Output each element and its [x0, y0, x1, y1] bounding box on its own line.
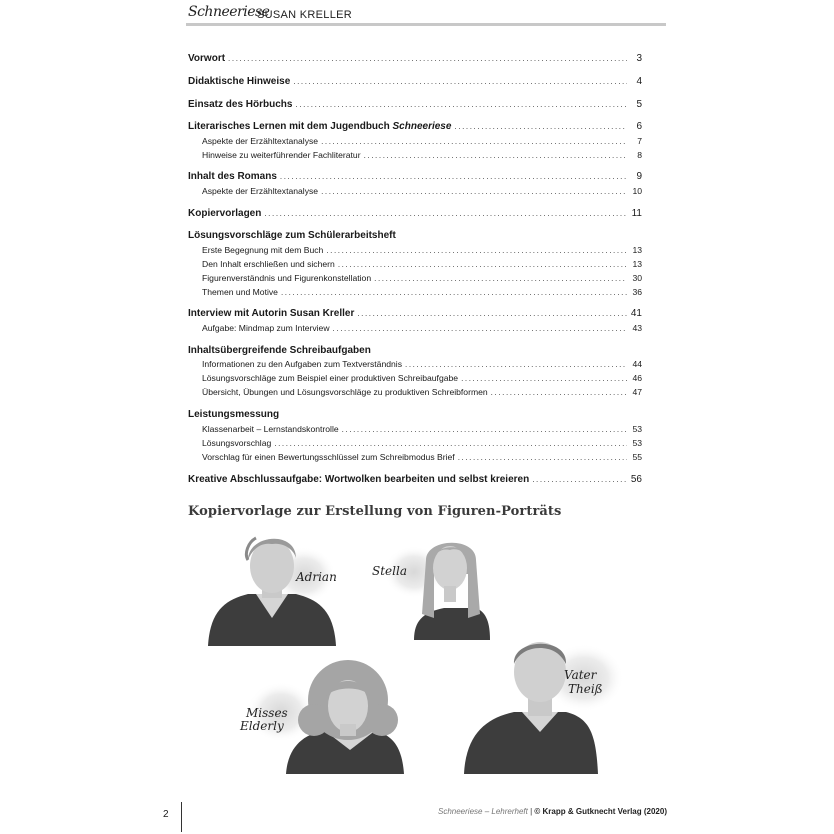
toc-subentry: Lösungsvorschläge zum Beispiel einer produktiven Schreibaufgabe ..... 46 [188, 373, 642, 383]
toc-entry: Kreative Abschlussaufgabe: Wortwolken bearbeiten und selbst kreieren ..... 56 [188, 474, 642, 485]
toc-entry: Interview mit Autorin Susan Kreller ..... 41 [188, 308, 642, 319]
toc-subentry: Den Inhalt erschließen und sichern ..... 13 [188, 259, 642, 269]
figure-portraits [186, 520, 646, 790]
footer-divider [181, 802, 182, 832]
stella-portrait [384, 543, 490, 640]
label-vater: Vater [564, 668, 597, 682]
author-name: SUSAN KRELLER [257, 9, 352, 21]
header-rule [186, 23, 666, 26]
label-elderly: Elderly [240, 719, 284, 733]
toc-heading: Leistungsmessung [188, 409, 280, 420]
toc-subentry: Hinweise zu weiterführender Fachliteratur ..... 8 [188, 150, 642, 160]
page-number: 2 [163, 809, 169, 820]
toc-subentry: Aspekte der Erzähltextanalyse ..... 10 [188, 186, 642, 196]
label-misses: Misses [246, 706, 288, 720]
toc-entry: Kopiervorlagen ..... 11 [188, 208, 642, 219]
toc-subentry: Themen und Motive ..... 36 [188, 287, 642, 297]
toc-entry: Einsatz des Hörbuchs ..... 5 [188, 99, 642, 110]
toc-entry: Vorwort ..... 3 [188, 53, 642, 64]
book-logo: Schneeriese [188, 4, 270, 20]
toc-subentry: Lösungsvorschlag ..... 53 [188, 438, 642, 448]
label-adrian: Adrian [296, 570, 337, 584]
vater-theiss-portrait [464, 642, 624, 774]
toc-heading: Inhaltsübergreifende Schreibaufgaben [188, 345, 371, 356]
toc-subentry: Erste Begegnung mit dem Buch ..... 13 [188, 245, 642, 255]
adrian-portrait [208, 538, 336, 646]
page-footer [0, 800, 834, 834]
toc-subentry: Informationen zu den Aufgaben zum Textverständnis ..... 44 [188, 359, 642, 369]
toc-subentry: Klassenarbeit – Lernstandskontrolle ..... 53 [188, 424, 642, 434]
label-theiss: Theiß [568, 682, 603, 696]
page-header [186, 4, 666, 24]
toc-subentry: Vorschlag für einen Bewertungsschlüssel zum Schreibmodus Brief ..... 55 [188, 452, 642, 462]
toc-entry: Literarisches Lernen mit dem Jugendbuch Schneeriese ..... 6 [188, 121, 642, 132]
label-stella: Stella [372, 564, 407, 578]
footer-credit: Schneeriese – Lehrerheft | © Krapp & Gutknecht Verlag (2020) [438, 807, 667, 816]
toc-subentry: Aspekte der Erzähltextanalyse ..... 7 [188, 136, 642, 146]
toc-heading: Lösungsvorschläge zum Schülerarbeitsheft [188, 230, 396, 241]
toc-subentry: Aufgabe: Mindmap zum Interview ..... 43 [188, 323, 642, 333]
section-title: Kopiervorlage zur Erstellung von Figuren-Porträts [188, 504, 562, 519]
toc-subentry: Übersicht, Übungen und Lösungsvorschläge zu produktiven Schreibformen ..... 47 [188, 387, 642, 397]
portraits-illustration [186, 520, 646, 790]
toc-entry: Inhalt des Romans ..... 9 [188, 171, 642, 182]
toc-subentry: Figurenverständnis und Figurenkonstellation ..... 30 [188, 273, 642, 283]
toc-entry: Didaktische Hinweise ..... 4 [188, 76, 642, 87]
